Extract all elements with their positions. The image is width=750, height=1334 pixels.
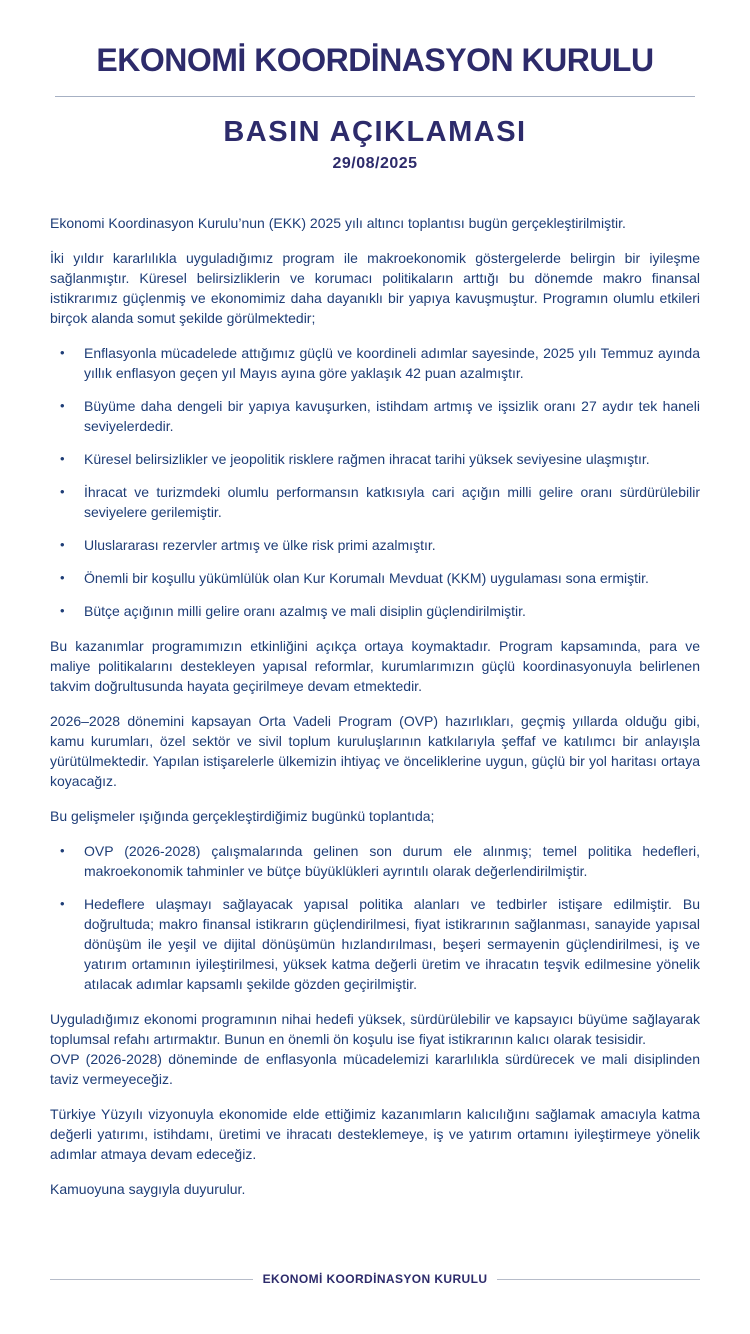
list-item: • Enflasyonla mücadelede attığımız güçlü ve koordineli adımlar sayesinde, 2025 yılı Temmuz ayında yıllık enflasyon geçen yıl Mayıs ayına göre yaklaşık 42 puan azalmıştır. xyxy=(50,343,700,383)
closing-commitment-paragraph: OVP (2026-2028) döneminde de enflasyonla mücadelemizi kararlılıkla sürdürecek ve mali disiplinden taviz vermeyeceğiz. xyxy=(50,1051,700,1087)
list-item: • Uluslararası rezervler artmış ve ülke risk primi azalmıştır. xyxy=(50,535,700,555)
header-divider xyxy=(55,96,695,97)
list-item: • Küresel belirsizlikler ve jeopolitik risklere rağmen ihracat tarihi yüksek seviyesine ulaşmıştır. xyxy=(50,449,700,469)
meeting-topics-list xyxy=(50,841,700,994)
gains-paragraph: Bu kazanımlar programımızın etkinliğini açıkça ortaya koymaktadır. Program kapsamında, para ve maliye politikalarını destekleyen yapısal reformlar, kurumlarımızın güçlü koordinasyonuyla belirlenen takvim doğrultusunda hayata geçirilmeye devam etmektedir. xyxy=(50,638,700,694)
meeting-lead-paragraph: Bu gelişmeler ışığında gerçekleştirdiğimiz bugünkü toplantıda; xyxy=(50,808,435,824)
footer-label: EKONOMİ KOORDİNASYON KURULU xyxy=(262,1272,488,1286)
footer-rule-right xyxy=(497,1279,700,1280)
list-item: • Büyüme daha dengeli bir yapıya kavuşurken, istihdam artmış ve işsizlik oranı 27 aydır tek haneli seviyelerdedir. xyxy=(50,396,700,436)
document-date: 29/08/2025 xyxy=(332,155,418,172)
closing-goal-block xyxy=(50,1009,700,1089)
list-item: • İhracat ve turizmdeki olumlu performansın katkısıyla cari açığın milli gelire oranı sürdürülebilir seviyelere gerilemiştir. xyxy=(50,482,700,522)
document-footer xyxy=(50,1272,700,1286)
list-item: • Bütçe açığının milli gelire oranı azalmış ve mali disiplin güçlendirilmiştir. xyxy=(50,601,700,621)
document-body xyxy=(0,173,750,1199)
vision-paragraph: Türkiye Yüzyılı vizyonuyla ekonomide elde ettiğimiz kazanımların kalıcılığını sağlamak amacıyla katma değerli yatırımı, istihdamı, üretimi ve ihracatı desteklemeye, iş ve yatırım ortamını iyileştirmeye yönelik adımlar atmaya devam edeceğiz. xyxy=(50,1106,700,1162)
closing-goal-paragraph: Uyguladığımız ekonomi programının nihai hedefi yüksek, sürdürülebilir ve kapsayıcı büyüme sağlayarak toplumsal refahı artırmaktır. Bunun en önemli ön koşulu ise fiyat istikrarının kalıcı olarak tesisidir. xyxy=(50,1011,700,1047)
footer-rule-left xyxy=(50,1279,253,1280)
intro-paragraph: Ekonomi Koordinasyon Kurulu’nun (EKK) 2025 yılı altıncı toplantısı bugün gerçekleştirilmiştir. xyxy=(50,215,626,231)
achievements-list xyxy=(50,343,700,621)
list-item: • OVP (2026-2028) çalışmalarında gelinen son durum ele alınmış; temel politika hedefleri, makroekonomik tahminler ve bütçe büyüklükleri ayrıntılı olarak değerlendirilmiştir. xyxy=(50,841,700,881)
list-item: • Hedeflere ulaşmayı sağlayacak yapısal politika alanları ve tedbirler istişare edilmiştir. Bu doğrultuda; makro finansal istikrarın güçlendirilmesi, fiyat istikrarının sağlanması, sanayide yapısal dönüşüm ile yeşil ve dijital dönüşümün hızlandırılması, beşeri sermayenin güçlendirilmesi, iş ve yatırım ortamının iyileştirilmesi, yüksek katma değerli üretim ve ihracatın teşvik edilmesine yönelik atılacak adımlar kapsamlı şekilde gözden geçirilmiştir. xyxy=(50,894,700,994)
list-item: • Önemli bir koşullu yükümlülük olan Kur Korumalı Mevduat (KKM) uygulaması sona ermiştir. xyxy=(50,568,700,588)
signoff-paragraph: Kamuoyuna saygıyla duyurulur. xyxy=(50,1181,246,1197)
ovp-preparation-paragraph: 2026–2028 dönemini kapsayan Orta Vadeli Program (OVP) hazırlıkları, geçmiş yıllarda olduğu gibi, kamu kurumları, özel sektör ve sivil toplum kuruluşlarının katkılarıyla şeffaf ve katılımcı bir anlayışla yürütülmektedir. Yapılan istişarelerle ülkemizin ihtiyaç ve önceliklerine uygun, güçlü bir yol haritası ortaya koyacağız. xyxy=(50,713,700,789)
program-results-paragraph: İki yıldır kararlılıkla uyguladığımız program ile makroekonomik göstergelerde belirgin bir iyileşme sağlanmıştır. Küresel belirsizliklerin ve korumacı politikaların arttığı bu dönemde makro finansal istikrarımız güçlenmiş ve ekonomimiz daha dayanıklı bir yapıya kavuşmuştur. Programın olumlu etkileri birçok alanda somut şekilde görülmektedir; xyxy=(50,250,700,326)
page-title: EKONOMİ KOORDİNASYON KURULU xyxy=(96,42,654,78)
document-subtitle: BASIN AÇIKLAMASI xyxy=(223,116,527,148)
document-header xyxy=(0,0,750,173)
